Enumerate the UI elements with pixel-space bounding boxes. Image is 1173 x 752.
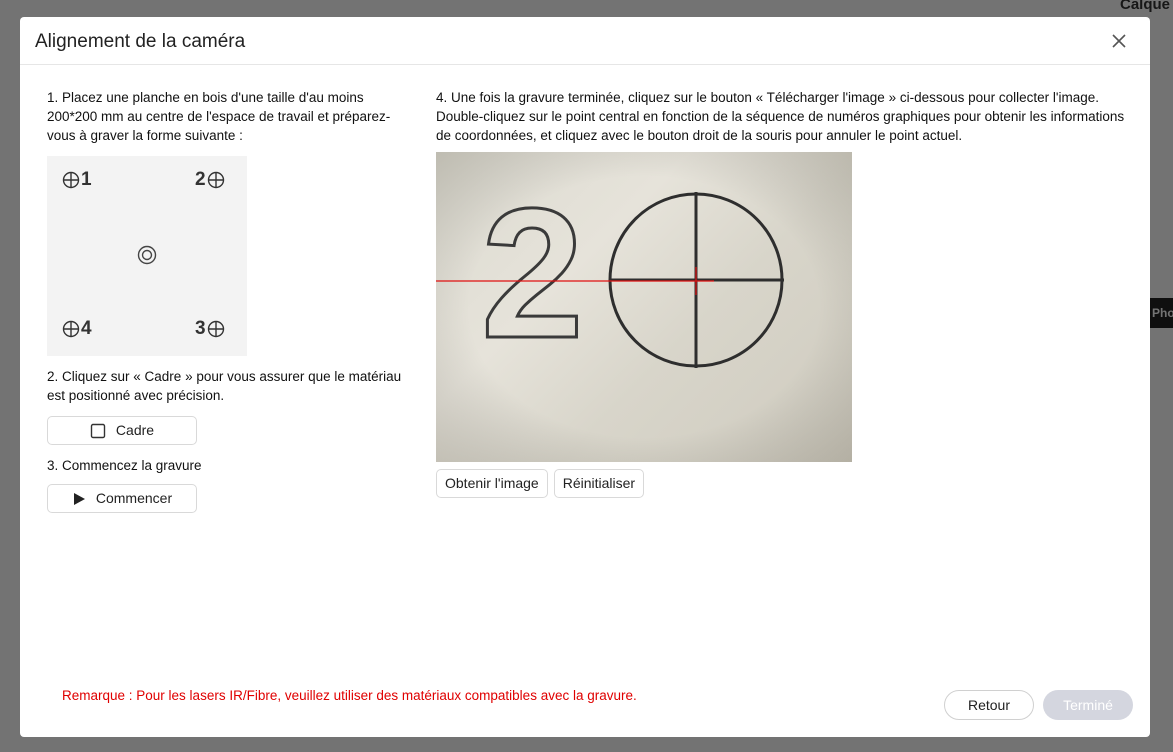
- frame-icon: [90, 423, 106, 439]
- crosshair-icon: [207, 171, 225, 189]
- step-3-text: 3. Commencez la gravure: [47, 458, 202, 473]
- left-column: [47, 88, 407, 513]
- note-text: Remarque : Pour les lasers IR/Fibre, veuillez utiliser des matériaux compatibles avec la gravure.: [62, 688, 637, 703]
- start-button-label: Commencer: [95, 490, 173, 506]
- camera-actions: [436, 469, 1136, 498]
- step-1-text: 1. Placez une planche en bois d'une taille d'au moins 200*200 mm au centre de l'espace de travail et préparez-vous à graver la forme suivante :: [47, 90, 391, 143]
- reset-button[interactable]: Réinitialiser: [554, 469, 644, 498]
- camera-image-drawing: [436, 152, 852, 462]
- close-icon[interactable]: [1108, 30, 1130, 52]
- shape-mark-1: [62, 170, 92, 189]
- camera-capture-image[interactable]: [436, 152, 852, 462]
- done-button[interactable]: Terminé: [1043, 690, 1133, 720]
- step-2-text: 2. Cliquez sur « Cadre » pour vous assurer que le matériau est positionné avec précision.: [47, 369, 402, 403]
- crosshair-icon: [62, 171, 80, 189]
- shape-mark-4-label: 4: [81, 318, 92, 339]
- shape-mark-4: [62, 319, 92, 338]
- target-center-icon: [137, 245, 157, 270]
- engraving-shape-preview: [47, 156, 247, 356]
- shape-mark-2-label: 2: [195, 169, 206, 190]
- dialog-footer: [944, 690, 1133, 720]
- start-button[interactable]: [47, 484, 197, 513]
- get-image-button[interactable]: Obtenir l'image: [436, 469, 548, 498]
- dialog-title: Alignement de la caméra: [35, 31, 246, 52]
- play-icon: [72, 492, 86, 506]
- step-4-text: 4. Une fois la gravure terminée, cliquez sur le bouton « Télécharger l'image » ci-dessous pour collecter l'image. Double-cliquez sur le point central en fonction de la séquence de numéros graphiques pour obtenir les informations de coordonnées, et cliquez avec le bouton droit de la souris pour annuler le point actuel.: [436, 90, 1125, 143]
- back-button[interactable]: Retour: [944, 690, 1034, 720]
- shape-mark-3-label: 3: [195, 318, 206, 339]
- dialog-header: [20, 17, 1150, 65]
- engraved-number: 2: [481, 171, 584, 377]
- frame-button[interactable]: [47, 416, 197, 445]
- camera-alignment-dialog: [20, 17, 1150, 737]
- shape-mark-2: [195, 170, 225, 189]
- shape-mark-1-label: 1: [81, 169, 92, 190]
- shape-mark-3: [195, 319, 225, 338]
- crosshair-icon: [207, 320, 225, 338]
- frame-button-label: Cadre: [115, 422, 155, 438]
- right-column: [436, 88, 1136, 498]
- crosshair-icon: [62, 320, 80, 338]
